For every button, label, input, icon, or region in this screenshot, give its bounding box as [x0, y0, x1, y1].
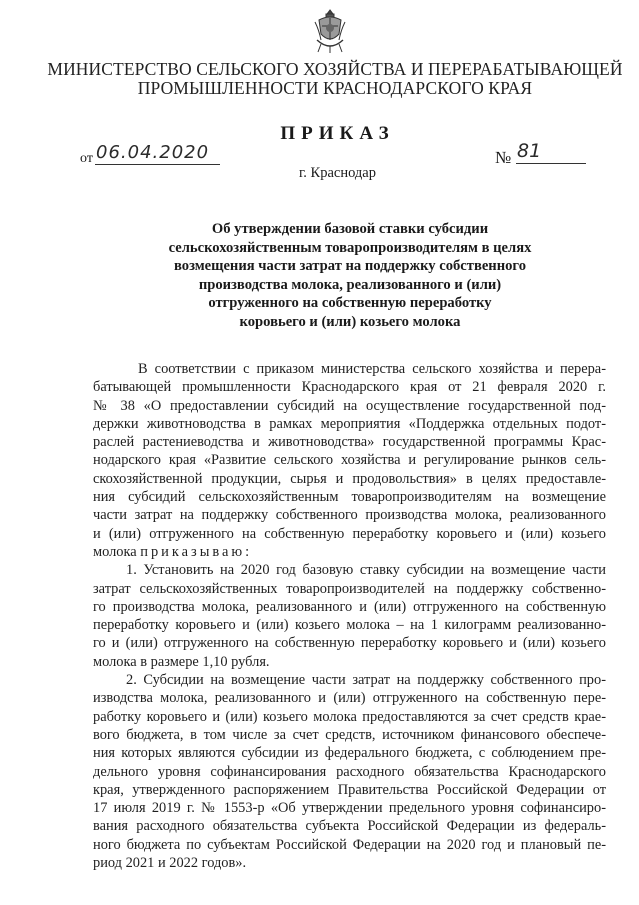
body-line: ния субсидий сельскохозяйственным товаропроизводителям на возмещение — [93, 489, 606, 506]
body-line: держки животноводства в рамках мероприятия «Поддержка отдельных подот- — [93, 415, 606, 432]
body-line: вого бюджета, в том числе за счет средств, источником финансового обеспече- — [93, 726, 606, 743]
body-line: скохозяйственной продукции, сырья и продовольствия» в целях предоставле- — [93, 470, 606, 487]
handwritten-number: 81 — [517, 140, 542, 162]
ministry-name — [40, 60, 630, 98]
orders-word: приказываю: — [140, 543, 253, 560]
subject-line: сельскохозяйственным товаропроизводителям в целях — [168, 239, 532, 256]
body-line: го производства молока, реализованного и (или) отгруженного на собственную — [93, 598, 606, 615]
subject-line: возмещения части затрат на поддержку собственного — [173, 258, 526, 274]
city: г. Краснодар — [298, 165, 376, 181]
body-line: дельного уровня софинансирования расходного обязательства Краснодарского — [93, 763, 606, 780]
order-subject — [140, 220, 560, 331]
body-line: В соответствии с приказом министерства сельского хозяйства и перера- — [138, 361, 606, 377]
body-line: ния которых являются субсидии из федерального бюджета, с соблюдением пре- — [93, 745, 606, 762]
date-prefix: от — [80, 151, 93, 166]
body-line — [93, 543, 606, 561]
body-line: изводства молока, реализованного и (или) отгруженного на собственную пере- — [93, 690, 606, 707]
body-line: края, утвержденного распоряжением Правительства Российской Федерации от — [93, 781, 606, 798]
subject-line: отгруженного на собственную переработку — [208, 295, 492, 311]
body-line: переработку коровьего и (или) козьего молока – на 1 килограмм реализованно- — [93, 617, 606, 634]
ministry-name-line: МИНИСТЕРСТВО СЕЛЬСКОГО ХОЗЯЙСТВА И ПЕРЕРАБАТЫВАЮЩЕЙ — [47, 59, 623, 79]
handwritten-date: 06.04.2020 — [96, 142, 210, 163]
body-line: нодарского края «Развитие сельского хозяйства и регулирование рынков сель- — [93, 452, 606, 469]
body-line: работку коровьего и (или) козьего молока предоставляются за счет средств крае- — [93, 708, 606, 725]
body-line: 17 июля 2019 г. № 1553-р «Об утверждении предельного уровня софинансиро- — [93, 800, 606, 817]
subject-line: коровьего и (или) козьего молока — [239, 313, 461, 330]
order-body — [93, 360, 606, 872]
order-title: ПРИКАЗ — [280, 123, 395, 144]
body-line: ного бюджета по субъектам Российской Федерации на 2020 год и плановый пе- — [93, 836, 606, 853]
coat-of-arms-icon — [313, 8, 347, 54]
body-line: раслей растениеводства и животноводства» государственной программы Крас- — [93, 434, 606, 451]
body-line: затрат сельскохозяйственных товаропроизводителей на поддержку собственно- — [93, 580, 606, 597]
body-line: молока в размере 1,10 рубля. — [93, 653, 270, 670]
body-line: вания расходного обязательства субъекта Российской Федерации из федераль- — [93, 818, 606, 835]
body-line: риод 2021 и 2022 годов». — [93, 855, 247, 872]
subject-line: производства молока, реализованного и (или) — [198, 276, 502, 293]
subject-line: Об утверждении базовой ставки субсидии — [211, 221, 489, 237]
body-line: и (или) отгруженного на собственную переработку коровьего и (или) козьего — [93, 525, 606, 542]
body-line: части затрат на поддержку собственного производства молока, реализованного — [93, 507, 606, 524]
body-line: го и (или) отгруженного на собственную переработку коровьего и (или) козьего — [93, 635, 606, 652]
number-underline — [516, 163, 586, 164]
body-line: 2. Субсидии на возмещение части затрат на поддержку собственного про- — [126, 672, 606, 689]
number-prefix: № — [495, 148, 512, 167]
ministry-name-line: ПРОМЫШЛЕННОСТИ КРАСНОДАРСКОГО КРАЯ — [137, 78, 533, 98]
body-line: батывающей промышленности Краснодарского края от 21 февраля 2020 г. — [93, 379, 606, 396]
body-line: № 38 «О предоставлении субсидий на осуществление государственной под- — [93, 397, 606, 414]
body-line: 1. Установить на 2020 год базовую ставку субсидии на возмещение части — [126, 562, 606, 579]
preamble-last-prefix: молока — [93, 543, 141, 560]
